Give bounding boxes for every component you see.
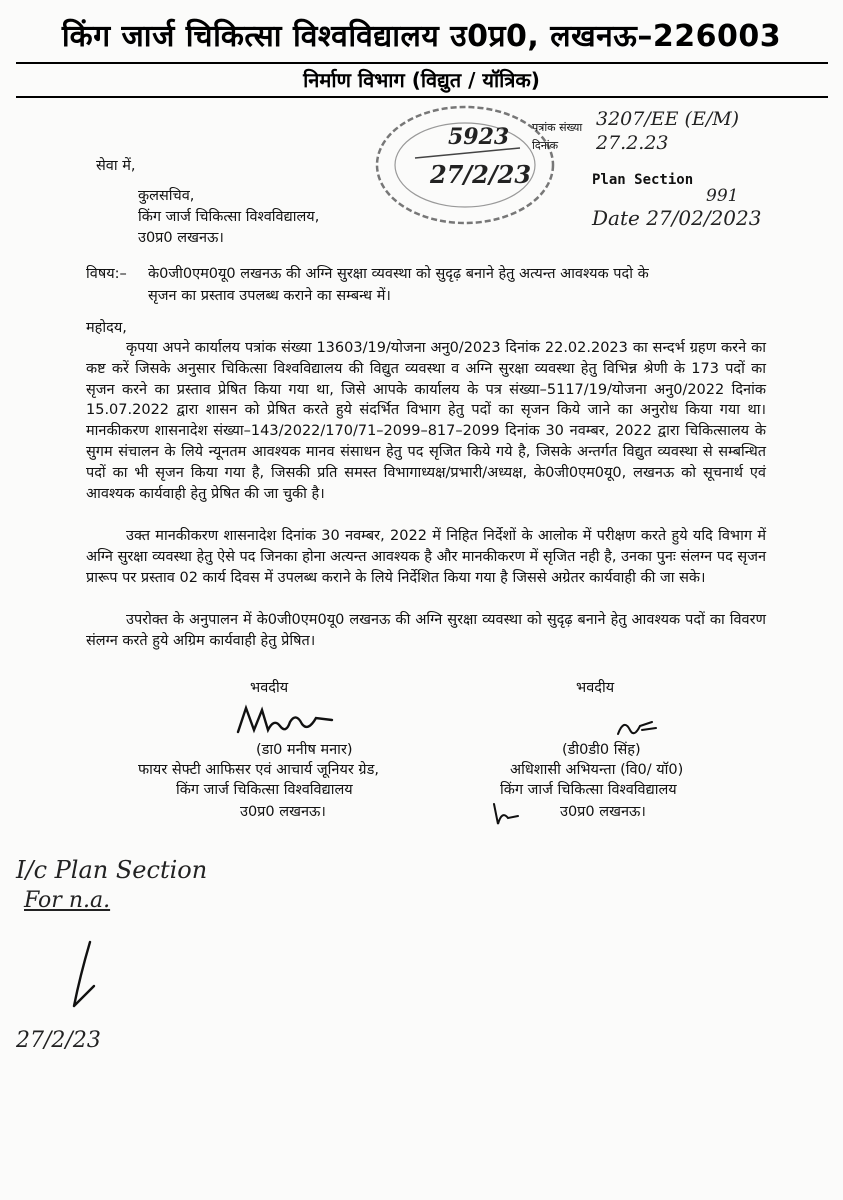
seva-me: सेवा में, xyxy=(96,158,136,174)
dinank-label: दिनांक xyxy=(532,139,559,152)
subject-line1: के0जी0एम0यू0 लखनऊ की अग्नि सुरक्षा व्यवस्था को सुदृढ़ बनाने हेतु अत्यन्त आवश्यक पदो के xyxy=(148,266,649,282)
letterhead-rule-bottom xyxy=(16,96,828,98)
addressee-line3: उ0प्र0 लखनऊ। xyxy=(138,230,224,246)
left-signature xyxy=(232,700,342,740)
right-initials xyxy=(612,714,662,742)
handwritten-note-line1: I/c Plan Section xyxy=(16,856,208,884)
right-signature xyxy=(486,800,526,830)
right-city: उ0प्र0 लखनऊ। xyxy=(560,804,646,820)
addressee-line2: किंग जार्ज चिकित्सा विश्वविद्यालय, xyxy=(138,209,320,225)
addressee-line1: कुलसचिव, xyxy=(138,188,195,204)
stamp-date: 27/2/23 xyxy=(430,160,532,189)
plan-section-date: Date 27/02/2023 xyxy=(592,206,762,230)
subject-label: विषय:– xyxy=(86,266,127,282)
handwritten-note-line2: For n.a. xyxy=(24,888,111,913)
left-city: उ0प्र0 लखनऊ। xyxy=(240,804,326,820)
right-closing: भवदीय xyxy=(576,680,615,696)
left-name: (डा0 मनीष मनार) xyxy=(256,742,353,758)
left-closing: भवदीय xyxy=(250,680,289,696)
body-paragraph-3: उपरोक्त के अनुपालन में के0जी0एम0यू0 लखनऊ की अग्नि सुरक्षा व्यवस्था को सुदृढ़ बनाने हेतु आवश्यक पदों का विवरण संलग्न करते हुये अग्रिम कार्यवाही हेतु प्रेषित। xyxy=(86,612,766,649)
body-paragraph-1: कृपया अपने कार्यालय पत्रांक संख्या 13603/19/योजना अनु0/2023 दिनांक 22.02.2023 का सन्दर्भ ग्रहण करने का कष्ट करें जिसके अनुसार चिकित्सा विश्वविद्यालय की विद्युत व्यवस्था व अग्नि सुरक्षा व्यवस्था हेतु विभिन्न श्रेणी के 173 पदों का सृजन करने का प्रस्ताव प्रेषित किया गया था, जिसे आपके कार्यालय के पत्र संख्या–5117/19/योजना अनु0/2022 दिनांक 15.07.2022 द्वारा शासन को प्रेषित करते हुये संदर्भित विभाग हेतु पदों का सृजन किये जाने का अनुरोध किया गया था। मानकीकरण शासनादेश संख्या–143/2022/170/71–2099–817–2099 दिनांक 30 नवम्बर, 2022 द्वारा चिकित्सालय के सुगम संचालन के लिये न्यूनतम आवश्यक मानव संसाधन हेतु पद सृजित किये गये है, जिसके अन्तर्गत विद्युत व्यवस्था से सम्बन्धित पदों का भी सृजन किया गया है, जिसकी प्रति समस्त विभागाध्यक्ष/प्रभारी/अध्यक्ष, के0जी0एम0यू0, लखनऊ को सूचनार्थ एवं आवश्यक कार्यवाही हेतु प्रेषित की जा चुकी है। xyxy=(86,340,766,502)
patrank-label: पत्रांक संख्या xyxy=(532,121,583,134)
subject-line2: सृजन का प्रस्ताव उपलब्ध कराने का सम्बन्ध में। xyxy=(148,288,391,304)
right-org: किंग जार्ज चिकित्सा विश्वविद्यालय xyxy=(500,782,677,798)
right-designation: अधिशासी अभियन्ता (वि0/ यॉ0) xyxy=(510,762,684,778)
letterhead-subtitle: निर्माण विभाग (विद्युत / यॉत्रिक) xyxy=(303,68,540,92)
right-name: (डी0डी0 सिंह) xyxy=(562,742,641,758)
left-designation: फायर सेफ्टी आफिसर एवं आचार्य जूनियर ग्रेड, xyxy=(138,762,379,778)
handwritten-note-signature xyxy=(60,936,110,1016)
salutation: महोदय, xyxy=(86,320,127,336)
plan-section-title: Plan Section xyxy=(592,172,694,188)
left-org: किंग जार्ज चिकित्सा विश्वविद्यालय xyxy=(176,782,353,798)
patrank-value: 3207/EE (E/M) xyxy=(596,108,740,130)
plan-section-number: 991 xyxy=(706,186,739,206)
letterhead-rule-top xyxy=(16,62,828,64)
stamp-number: 5923 xyxy=(448,124,510,150)
letterhead-title: किंग जार्ज चिकित्सा विश्वविद्यालय उ0प्र0, लखनऊ–226003 xyxy=(61,19,782,54)
body-paragraph-2: उक्त मानकीकरण शासनादेश दिनांक 30 नवम्बर, 2022 में निहित निर्देशों के आलोक में परीक्षण करते हुये यदि विभाग में अग्नि सुरक्षा व्यवस्था हेतु ऐसे पद जिनका होना अत्यन्त आवश्यक है और मानकीकरण में सृजित नही है, उनका पुनः संलग्न पद सृजन प्रारूप पर प्रस्ताव 02 कार्य दिवस में उपलब्ध कराने के लिये निर्देशित किया गया है जिससे अग्रेतर कार्यवाही की जा सके। xyxy=(86,528,766,586)
handwritten-note-date: 27/2/23 xyxy=(16,1028,101,1053)
dinank-value: 27.2.23 xyxy=(596,132,669,154)
